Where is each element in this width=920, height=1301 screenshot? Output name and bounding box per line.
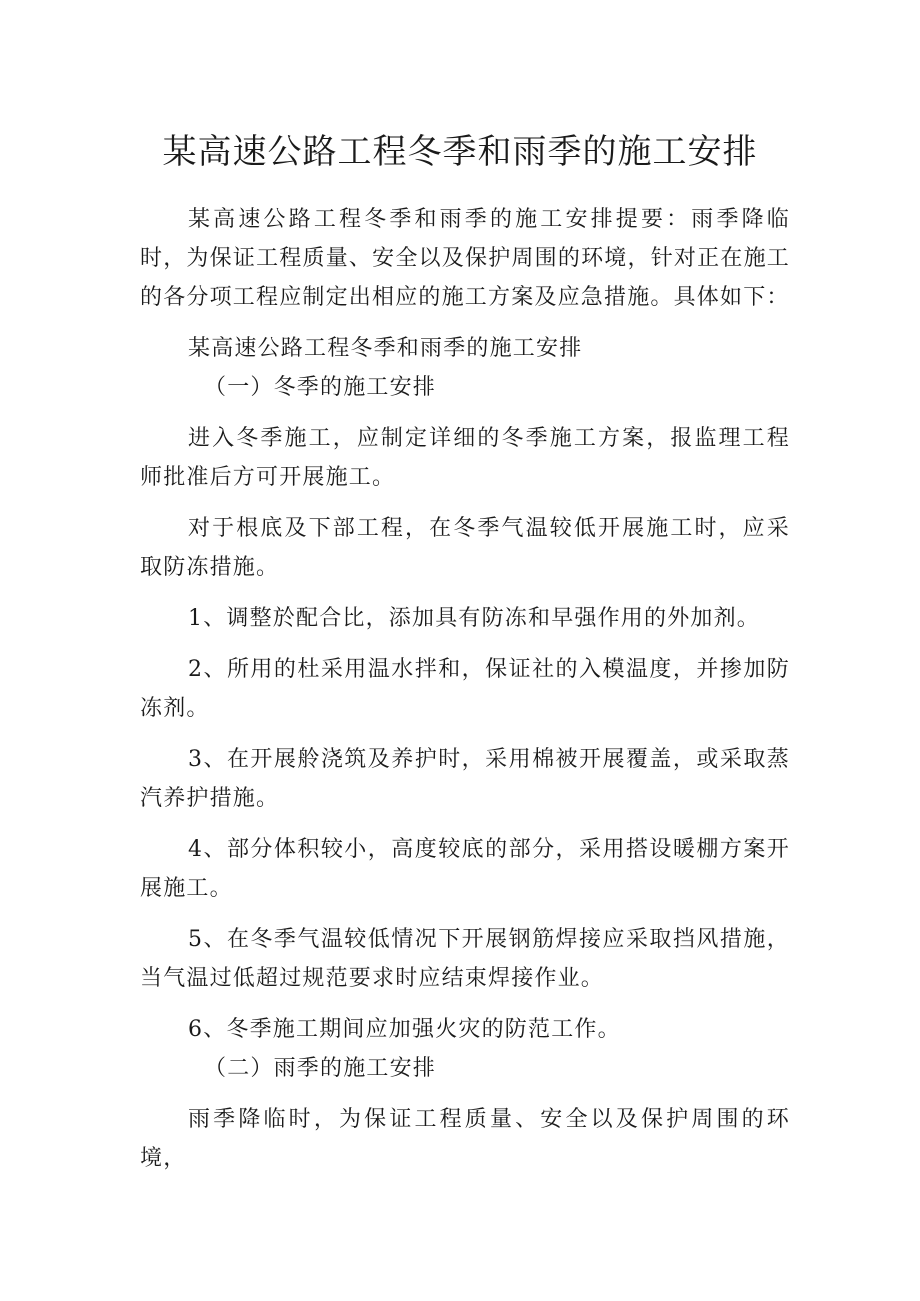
document-body xyxy=(140,200,790,1178)
document-title: 某高速公路工程冬季和雨季的施工安排 xyxy=(162,132,758,172)
winter-section-heading: （一）冬季的施工安排 xyxy=(204,375,437,400)
foundation-paragraph: 对于根底及下部工程，在冬季气温较低开展施工时，应采取防冻措施。 xyxy=(140,516,790,580)
winter-item-4: 4、部分体积较小，高度较底的部分，采用搭设暖棚方案开展施工。 xyxy=(140,837,790,901)
winter-item-2: 2、所用的杜采用温水拌和，保证社的入模温度，并掺加防冻剂。 xyxy=(140,657,790,721)
winter-item-5: 5、在冬季气温较低情况下开展钢筋焊接应采取挡风措施，当气温过低超过规范要求时应结束焊接作业。 xyxy=(140,927,790,991)
winter-item-3: 3、在开展舲浇筑及养护时，采用棉被开展覆盖，或采取蒸汽养护措施。 xyxy=(140,747,790,811)
intro-paragraph: 某高速公路工程冬季和雨季的施工安排提要：雨季降临时，为保证工程质量、安全以及保护周围的环境，针对正在施工的各分项工程应制定出相应的施工方案及应急措施。具体如下： xyxy=(140,207,790,310)
winter-intro-paragraph: 进入冬季施工，应制定详细的冬季施工方案，报监理工程师批准后方可开展施工。 xyxy=(140,426,790,490)
rain-intro-paragraph: 雨季降临时，为保证工程质量、安全以及保护周围的环境， xyxy=(140,1107,790,1171)
winter-item-6: 6、冬季施工期间应加强火灾的防范工作。 xyxy=(188,1017,621,1042)
rain-section-heading: （二）雨季的施工安排 xyxy=(204,1056,437,1081)
winter-item-1: 1、调整於配合比，添加具有防冻和早强作用的外加剂。 xyxy=(188,606,760,631)
repeat-title-paragraph: 某高速公路工程冬季和雨季的施工安排 xyxy=(188,336,583,361)
